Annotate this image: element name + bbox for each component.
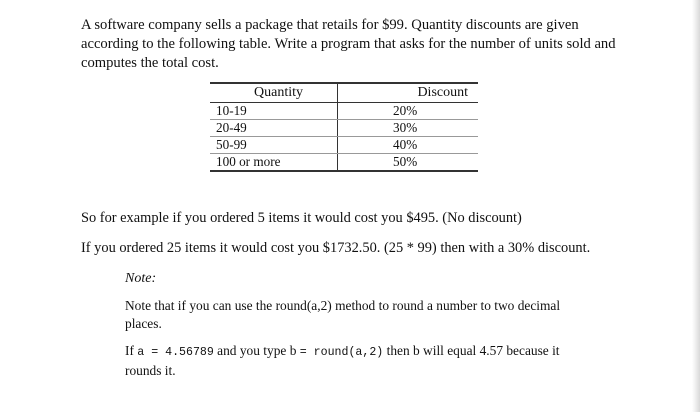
page-edge-shadow	[692, 0, 700, 412]
quantity-cell: 50-99	[210, 137, 338, 153]
note-label: Note:	[125, 271, 157, 286]
code-snippet: = round(a,2)	[299, 346, 384, 359]
example-five-items: So for example if you ordered 5 items it would cost you $495. (No discount)	[81, 210, 522, 226]
discount-cell: 50%	[393, 154, 418, 169]
table-row	[210, 154, 478, 170]
quantity-cell: 20-49	[210, 120, 338, 136]
table-row	[210, 103, 478, 120]
table-row	[210, 120, 478, 137]
discount-cell: 30%	[393, 120, 418, 135]
note-text: then b will equal 4.57 because it rounds it.	[125, 343, 560, 378]
table-header-row	[210, 84, 478, 103]
discount-table	[210, 82, 478, 172]
note-paragraph-round: Note that if you can use the round(a,2) method to round a number to two decimal places.	[125, 298, 561, 331]
code-snippet: a = 4.56789	[137, 346, 214, 359]
problem-statement: A software company sells a package that retails for $99. Quantity discounts are given according to the following table. Write a program that asks for the number of units sold and computes the total cost.	[81, 17, 616, 71]
discount-cell: 20%	[393, 103, 418, 118]
note-text: and you type b	[217, 343, 297, 358]
quantity-cell: 100 or more	[210, 154, 338, 170]
discount-header: Discount	[417, 85, 468, 100]
note-text: If	[125, 343, 134, 358]
quantity-cell: 10-19	[210, 103, 338, 119]
example-twenty-five-items: If you ordered 25 items it would cost you $1732.50. (25 * 99) then with a 30% discount.	[81, 240, 591, 256]
note-paragraph-example	[125, 342, 585, 380]
table-row	[210, 137, 478, 154]
quantity-header: Quantity	[210, 84, 338, 102]
discount-cell: 40%	[393, 137, 418, 152]
